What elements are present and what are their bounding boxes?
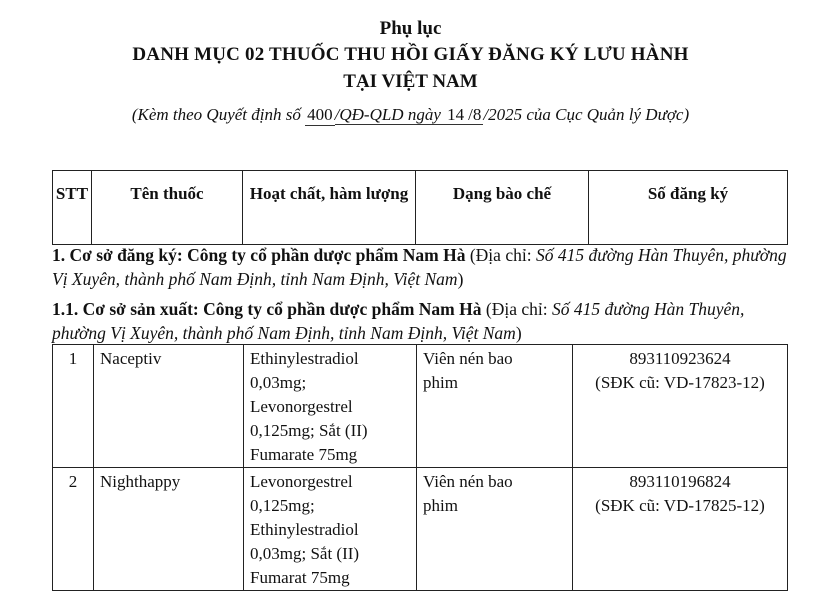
table-row — [53, 468, 788, 591]
document-title-line2: TẠI VIỆT NAM — [343, 71, 478, 92]
col-stt: STT — [53, 171, 92, 245]
decision-code-date — [335, 105, 484, 125]
form-line: phim — [423, 373, 458, 392]
cell-drug-name: Naceptiv — [94, 345, 244, 468]
drug-table — [52, 344, 788, 591]
decision-number: 400 — [307, 105, 333, 124]
old-reg-number: (SĐK cũ: VD-17823-12) — [595, 373, 765, 392]
manufacturer-address: Số 415 đường Hàn Thuyên, phường Vị Xuyên, thành phố Nam Định, tỉnh Nam Định, Việt Nam — [52, 299, 745, 343]
active-line: Levonorgestrel — [250, 397, 353, 416]
document-title: DANH MỤC 02 THUỐC THU HỒI GIẤY ĐĂNG KÝ LƯU HÀNH — [132, 44, 689, 65]
section-manufacturer — [52, 297, 792, 345]
section-registrant — [52, 243, 792, 291]
cell-active-ingredient — [244, 345, 417, 468]
active-line: Ethinylestradiol — [250, 349, 359, 368]
address-close: ) — [515, 323, 522, 343]
active-line: Ethinylestradiol — [250, 520, 359, 539]
cell-registration-number — [573, 468, 788, 591]
cell-drug-name: Nighthappy — [94, 468, 244, 591]
active-line: 0,03mg; — [250, 373, 307, 392]
active-line: Fumarat 75mg — [250, 568, 350, 587]
active-line: Levonorgestrel — [250, 472, 353, 491]
registrant-address: Số 415 đường Hàn Thuyên, phường Vị Xuyên, thành phố Nam Định, tỉnh Nam Định, Việt Nam — [52, 245, 787, 289]
address-open: (Địa chỉ: — [465, 245, 536, 265]
form-line: Viên nén bao — [423, 472, 513, 491]
address-open: (Địa chỉ: — [481, 299, 552, 319]
col-registration-number: Số đăng ký — [589, 171, 788, 245]
appendix-label: Phụ lục — [379, 18, 442, 39]
decision-code: /QĐ-QLD ngày — [334, 105, 446, 124]
decision-suffix: /2025 của Cục Quản lý Dược) — [483, 105, 690, 124]
reg-number: 893110923624 — [629, 349, 731, 368]
section-registrant-label: 1. Cơ sở đăng ký: Công ty cổ phần dược phẩm Nam Hà — [52, 245, 466, 265]
cell-dosage-form — [417, 468, 573, 591]
cell-stt: 2 — [53, 468, 94, 591]
table-row — [53, 345, 788, 468]
decision-day: 14 — [447, 105, 465, 124]
cell-stt: 1 — [53, 345, 94, 468]
reg-number: 893110196824 — [629, 472, 731, 491]
table-header — [52, 170, 788, 245]
address-close: ) — [457, 269, 464, 289]
col-drug-name: Tên thuốc — [92, 171, 243, 245]
decision-reference — [0, 105, 821, 126]
decision-prefix: (Kèm theo Quyết định số — [131, 105, 306, 124]
form-line: phim — [423, 496, 458, 515]
form-line: Viên nén bao — [423, 349, 513, 368]
active-line: 0,125mg; — [250, 496, 315, 515]
old-reg-number: (SĐK cũ: VD-17825-12) — [595, 496, 765, 515]
cell-dosage-form — [417, 345, 573, 468]
active-line: 0,125mg; Sắt (II) — [250, 421, 368, 440]
col-active-ingredient: Hoạt chất, hàm lượng — [243, 171, 416, 245]
active-line: 0,03mg; Sắt (II) — [250, 544, 360, 563]
decision-month: /8 — [468, 105, 482, 124]
section-manufacturer-label: 1.1. Cơ sở sản xuất: Công ty cổ phần dược phẩm Nam Hà — [52, 299, 482, 319]
col-dosage-form: Dạng bào chế — [416, 171, 589, 245]
cell-active-ingredient — [244, 468, 417, 591]
active-line: Fumarate 75mg — [250, 445, 358, 464]
cell-registration-number — [573, 345, 788, 468]
